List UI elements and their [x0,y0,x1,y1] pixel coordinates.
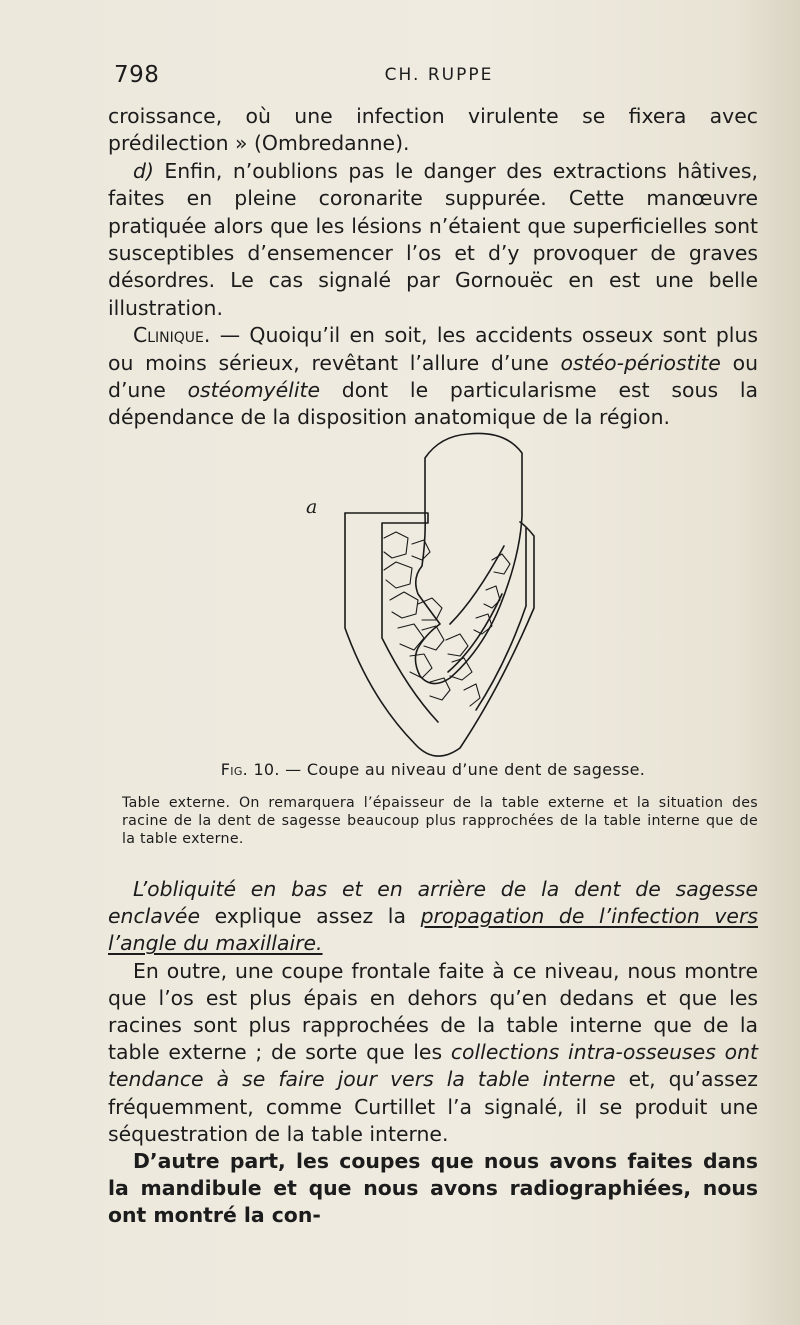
term-osteomyelite: ostéomyélite [187,378,321,403]
clinique-text-c: dont le particularisme est sous la dépendance de la disposition anatomique de la région. [108,378,758,430]
paragraph-ombredanne: croissance, où une infection virulente se fixera avec prédilection » (Ombredanne). [108,104,758,156]
propagation-italic: propagation de l’infection vers l’angle du maxillaire. [108,904,758,956]
paragraph-autre-part: D’autre part, les coupes que nous avons faites dans la mandibule et que nous avons radiographiées, nous ont montré la con- [108,1149,758,1228]
paragraph-coupe-frontale [108,958,758,1148]
bone-outer-contour [345,513,534,756]
page-header [114,62,764,92]
figure-legend: Table externe. On remarquera l’épaisseur de la table externe et la situation des racine de la dent de sagesse beaucoup plus rapprochées de la table interne que de la table externe. [122,795,758,847]
coupe-text-a: En outre, une coupe frontale faite à ce niveau, nous montre que l’os est plus épais en dehors qu’en dedans et que les racines sont plus rapprochées de la table interne que de la table externe ; de sorte que les [108,958,758,1065]
clinique-text-b: ou d’une [108,350,758,403]
section-heading-clinique: Clinique. [133,323,211,348]
collections-italic: collections intra-osseuses ont tendance à se faire jour vers la table interne [108,1040,758,1092]
text-block-top [108,103,758,432]
item-label-d: d) [133,158,154,183]
paragraph-obliquite [108,876,758,958]
figure-10-tooth-section [300,428,560,773]
paragraph-clinique [108,322,758,432]
text-block-bottom [108,876,758,1230]
clinique-text-a: — Quoiqu’il en soit, les accidents osseux sont plus ou moins sérieux, revêtant l’allure d’une [108,323,758,375]
tooth-section-drawing [300,428,560,773]
obliquite-text: explique assez la [200,904,421,929]
running-title: CH. RUPPE [384,65,494,85]
figure-label-a: a [306,496,318,518]
paragraph-extractions-text: Enfin, n’oublions pas le danger des extractions hâtives, faites en pleine coronarite suppurée. Cette manœuvre pratiquée alors que les lésions n’étaient que superficielles sont susceptibles d’ensemencer l’os et d’y provoquer de graves désordres. Le cas signalé par Gornouëc en est une belle illustration. [108,158,758,320]
figure-caption-text: — Coupe au niveau d’une dent de sagesse. [279,760,646,779]
coupe-text-b: et, qu’assez fréquemment, comme Curtillet l’a signalé, il se produit une séquestration de la table interne. [108,1067,758,1146]
internal-table-line [476,528,526,710]
term-osteo-periostite: ostéo-périostite [560,350,721,375]
obliquite-italic: L’obliquité en bas et en arrière de la dent de sagesse enclavée [108,877,758,929]
figure-number: Fig. 10. [220,760,280,779]
paragraph-extractions [108,158,758,322]
page-number: 798 [114,62,160,88]
figure-caption [108,760,758,779]
